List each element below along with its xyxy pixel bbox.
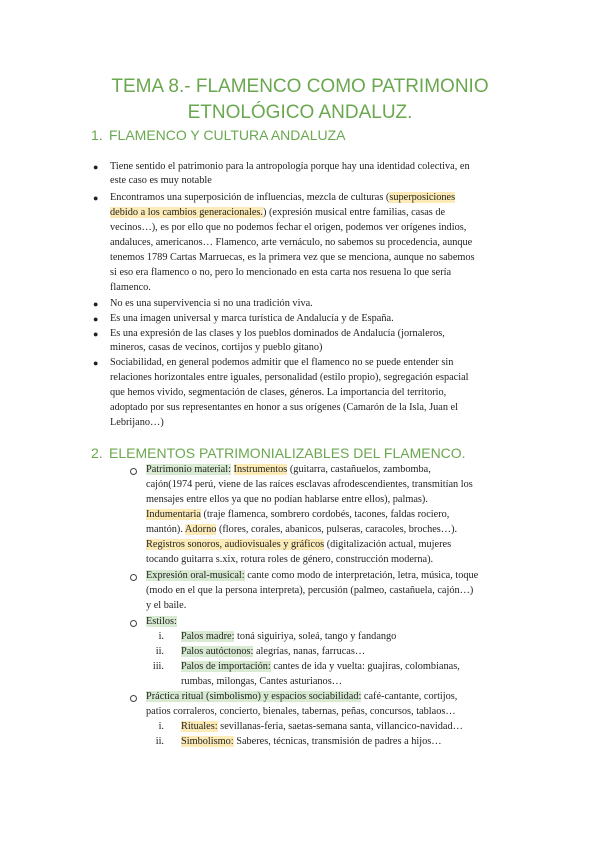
highlight-instrumentos: Instrumentos	[233, 464, 288, 475]
roman-numeral: iii.	[152, 661, 164, 672]
item-patrimonio-line-5: mantón). Adorno (flores, corales, abanicos, pulseras, caracoles, broches…).	[146, 524, 458, 535]
highlight-palos-madre: Palos madre:	[181, 631, 235, 642]
item-practica-line-1: Práctica ritual (simbolismo) y espacios sociabilidad: café-cantante, cortijos,	[146, 691, 458, 702]
item-patrimonio-line-7: tocando guitarra s.xix, rotura roles de género, construcción moderna).	[146, 554, 434, 565]
highlight-patrimonio-material: Patrimonio material:	[146, 464, 231, 475]
doc-title-line-2: ETNOLÓGICO ANDALUZ.	[187, 102, 413, 123]
highlight-rituales: Rituales:	[181, 721, 218, 732]
practica-rituales: Rituales: sevillanas-feria, saetas-semana santa, villancico-navidad…	[181, 721, 463, 732]
bullet-1-line-2: este caso es muy notable	[110, 175, 212, 186]
highlight-superposiciones: superposiciones	[389, 192, 456, 203]
highlight-simbolismo: Simbolismo:	[181, 736, 234, 747]
bullet-icon: ●	[93, 162, 99, 172]
section-1-heading	[91, 127, 346, 143]
doc-title-line-1: TEMA 8.- FLAMENCO COMO PATRIMONIO	[111, 76, 489, 97]
item-patrimonio-line-3: mensajes entre ellos ya que no podían hablarse entre ellos), palmas).	[146, 494, 428, 505]
bullet-icon: ●	[93, 299, 99, 309]
bullet-icon: ●	[93, 314, 99, 324]
item-patrimonio-line-1: Patrimonio material: Instrumentos (guitarra, castañuelos, zambomba,	[146, 464, 431, 475]
bullet-4: Es una imagen universal y marca turística de Andalucía y de España.	[110, 313, 394, 324]
bullet-2-line-7: flamenco.	[110, 282, 151, 293]
bullet-6-line-4: adoptado por sus representantes en honor a sus orígenes (Camarón de la Isla, Juan el	[110, 402, 458, 413]
bullet-2-line-6: si eso era flamenco o no, pero lo mencionado en esta carta nos resuena lo que sería	[110, 267, 452, 278]
item-patrimonio-line-6: Registros sonoros, audiovisuales y gráficos (digitalización actual, mujeres	[146, 539, 452, 550]
circle-bullet-icon	[130, 695, 137, 702]
estilo-palos-importacion-line-2: rumbas, milongas, Cantes asturianos…	[181, 676, 343, 687]
bullet-6-line-3: que hemos vivido, segmentación de clases, géneros. La importancia del territorio,	[110, 387, 447, 398]
section-2-title: ELEMENTOS PATRIMONIALIZABLES DEL FLAMENCO.	[109, 445, 466, 461]
section-2-heading	[91, 445, 466, 461]
highlight-palos-autoctonos: Palos autóctonos:	[181, 646, 254, 657]
circle-bullet-icon	[130, 620, 137, 627]
bullet-6-line-2: relaciones horizontales entre iguales, personalidad (estilo propio), segregación espacial	[110, 372, 469, 383]
bullet-icon: ●	[93, 193, 99, 203]
bullet-icon: ●	[93, 329, 99, 339]
highlight-practica-ritual: Práctica ritual (simbolismo) y espacios sociabilidad:	[146, 691, 362, 702]
item-expresion-line-3: y el baile.	[146, 600, 187, 611]
roman-numeral: i.	[158, 631, 164, 642]
item-expresion-line-2: (modo en el que la persona interpreta), percusión (palmeo, castañuela, cajón…)	[146, 585, 474, 596]
bullet-2-line-1: Encontramos una superposición de influencias, mezcla de culturas (superposiciones	[110, 192, 456, 203]
section-1-title: FLAMENCO Y CULTURA ANDALUZA	[109, 127, 346, 143]
highlight-palos-importacion: Palos de importación:	[181, 661, 271, 672]
bullet-2-line-4: andaluces, americanos… Flamenco, arte vernáculo, no sabemos su procedencia, aunque	[110, 237, 473, 248]
item-patrimonio-line-2: cajón(1974 perú, viene de las raíces esclavas afrodescendientes, transmitían los	[146, 479, 473, 490]
section-1-number: 1.	[91, 127, 103, 143]
bullet-2-line-3: vecinos…), es por ello que no podemos fechar el origen, podemos ver orígenes indios,	[110, 222, 467, 233]
circle-bullet-icon	[130, 468, 137, 475]
highlight-registros: Registros sonoros, audiovisuales y gráficos	[146, 539, 325, 550]
highlight-indumentaria: Indumentaria	[146, 509, 201, 520]
bullet-2-line-5: tenemos 1789 Cartas Marruecas, es la primera vez que se menciona, aunque no sabemos	[110, 252, 475, 263]
estilo-palos-madre: Palos madre: toná siguiriya, soleá, tango y fandango	[181, 631, 397, 642]
item-patrimonio-line-4: Indumentaria (traje flamenca, sombrero cordobés, tacones, faldas rociero,	[146, 509, 450, 520]
bullet-1-line-1: Tiene sentido el patrimonio para la antropología porque hay una identidad colectiva, en	[110, 161, 470, 172]
highlight-expresion-oral: Expresión oral-musical:	[146, 570, 245, 581]
roman-numeral: ii.	[155, 646, 164, 657]
estilo-palos-autoctonos: Palos autóctonos: alegrías, nanas, farrucas…	[181, 646, 366, 657]
circle-bullet-icon	[130, 574, 137, 581]
bullet-icon: ●	[93, 358, 99, 368]
bullet-5-line-2: mineros, casas de vecinos, cortijos y pueblo gitano)	[110, 342, 323, 353]
item-expresion-line-1: Expresión oral-musical: cante como modo de interpretación, letra, música, toque	[146, 570, 479, 581]
item-estilos	[146, 615, 177, 629]
section-2-number: 2.	[91, 445, 103, 461]
item-practica-line-2: patios corraleros, concierto, bienales, tabernas, peñas, concursos, tablaos…	[146, 706, 456, 717]
highlight-cambios-generacionales: debido a los cambios generacionales.	[110, 207, 263, 218]
highlight-adorno: Adorno	[184, 524, 217, 535]
highlight-estilos: Estilos:	[146, 616, 177, 627]
bullet-6-line-1: Sociabilidad, en general podemos admitir que el flamenco no se puede entender sin	[110, 357, 454, 368]
bullet-6-line-5: Lebrijano…)	[110, 417, 164, 428]
estilo-palos-importacion-line-1: Palos de importación: cantes de ida y vuelta: guajiras, colombianas,	[181, 661, 460, 672]
bullet-5-line-1: Es una expresión de las clases y los pueblos dominados de Andalucía (jornaleros,	[110, 328, 445, 339]
roman-numeral: i.	[158, 721, 164, 732]
bullet-2-line-2: debido a los cambios generacionales.) (expresión musical entre familias, casas de	[110, 207, 446, 218]
practica-simbolismo: Simbolismo: Saberes, técnicas, transmisión de padres a hijos…	[181, 736, 442, 747]
bullet-3: No es una supervivencia si no una tradición viva.	[110, 298, 313, 309]
roman-numeral: ii.	[155, 736, 164, 747]
